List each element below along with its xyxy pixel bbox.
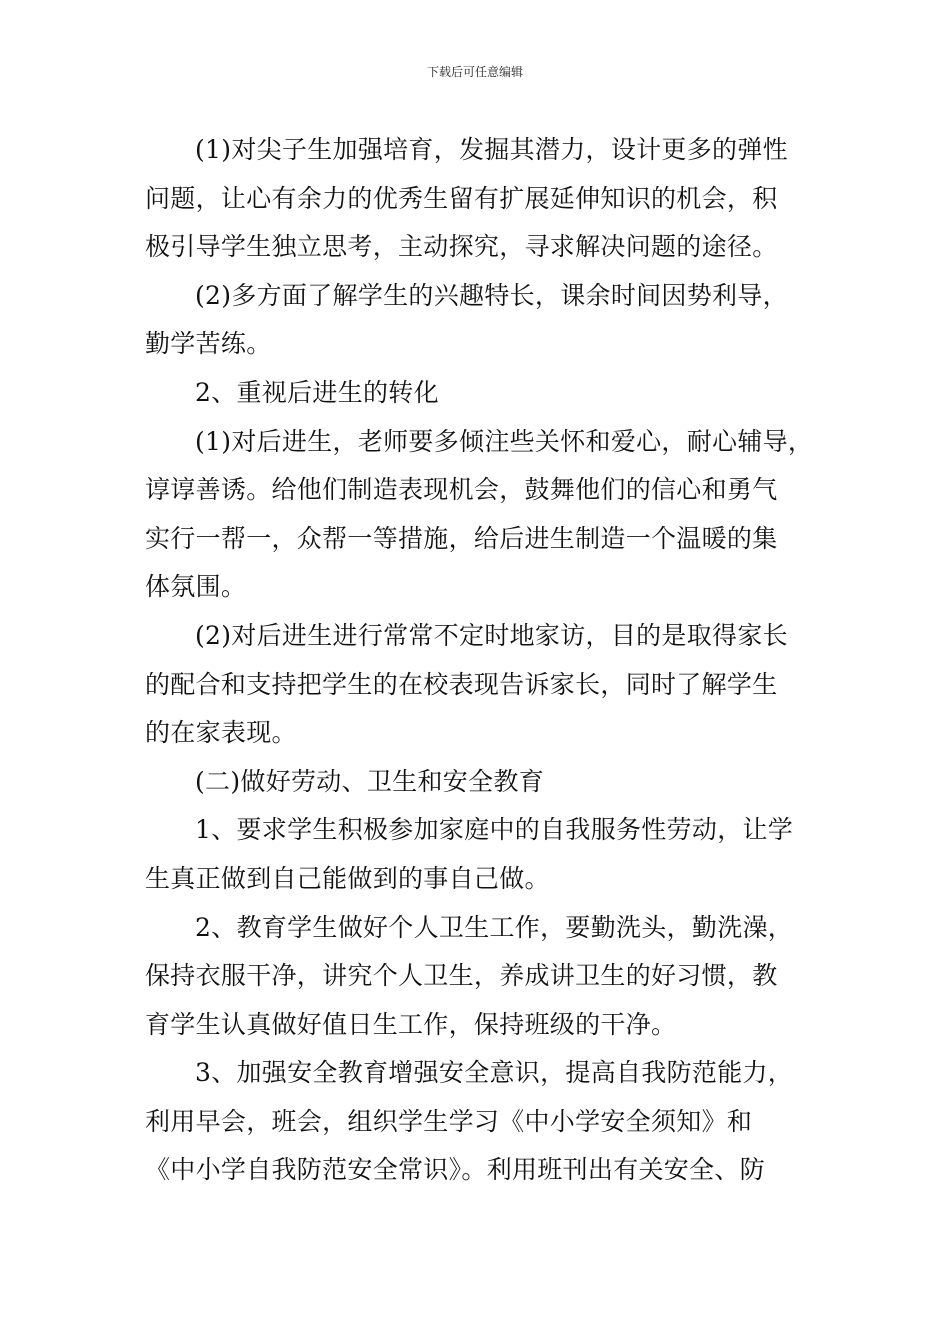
text-line: (二)做好劳动、卫生和安全教育: [195, 766, 545, 796]
text-line: (2)对后进生进行常常不定时地家访，目的是取得家长: [195, 620, 788, 650]
text-line: 极引导学生独立思考，主动探究，寻求解决问题的途径。: [145, 232, 778, 262]
paragraph-safety: [145, 1049, 825, 1195]
text-line: 保持衣服干净，讲究个人卫生，养成讲卫生的好习惯，教: [145, 961, 778, 991]
paragraph-hygiene: [145, 904, 825, 1050]
text-line: 问题，让心有余力的优秀生留有扩展延伸知识的机会，积: [145, 183, 778, 213]
paragraph-care-underperformers: [145, 418, 825, 612]
text-line: (1)对尖子生加强培育，发掘其潜力，设计更多的弹性: [195, 135, 788, 164]
text-line: 体氛围。: [145, 572, 247, 602]
text-line: (2)多方面了解学生的兴趣特长，课余时间因势利导，: [195, 280, 788, 310]
section-heading-underperformers: [145, 369, 825, 418]
text-line: 的在家表现。: [145, 718, 297, 748]
text-line: 的配合和支持把学生的在校表现告诉家长，同时了解学生: [145, 669, 778, 699]
text-line: 利用早会，班会，组织学生学习《中小学安全须知》和: [145, 1106, 753, 1136]
paragraph-home-visits: [145, 612, 825, 758]
text-line: 实行一帮一，众帮一等措施，给后进生制造一个温暖的集: [145, 523, 778, 553]
text-line: 3、加强安全教育增强安全意识，提高自我防范能力，: [195, 1058, 794, 1088]
text-line: 育学生认真做好值日生工作，保持班级的干净。: [145, 1009, 677, 1039]
text-line: 勤学苦练。: [145, 329, 272, 359]
text-line: 2、重视后进生的转化: [195, 377, 439, 407]
text-line: 《中小学自我防范安全常识》。利用班刊出有关安全、防: [145, 1155, 766, 1185]
text-line: 2、教育学生做好个人卫生工作，要勤洗头，勤洗澡，: [195, 912, 794, 942]
page-header: 下载后可任意编辑: [426, 65, 523, 79]
paragraph-interests: [145, 272, 825, 369]
text-line: 生真正做到自己能做到的事自己做。: [145, 863, 550, 893]
section-heading-labor-hygiene-safety: [145, 758, 825, 807]
text-line: (1)对后进生，老师要多倾注些关怀和爱心，耐心辅导，: [195, 426, 814, 456]
text-line: 1、要求学生积极参加家庭中的自我服务性劳动，让学: [195, 815, 794, 845]
paragraph-labor: [145, 806, 825, 903]
text-line: 谆谆善诱。给他们制造表现机会，鼓舞他们的信心和勇气: [145, 475, 778, 505]
paragraph-top-students: [145, 126, 825, 272]
document-body: [145, 126, 825, 1195]
